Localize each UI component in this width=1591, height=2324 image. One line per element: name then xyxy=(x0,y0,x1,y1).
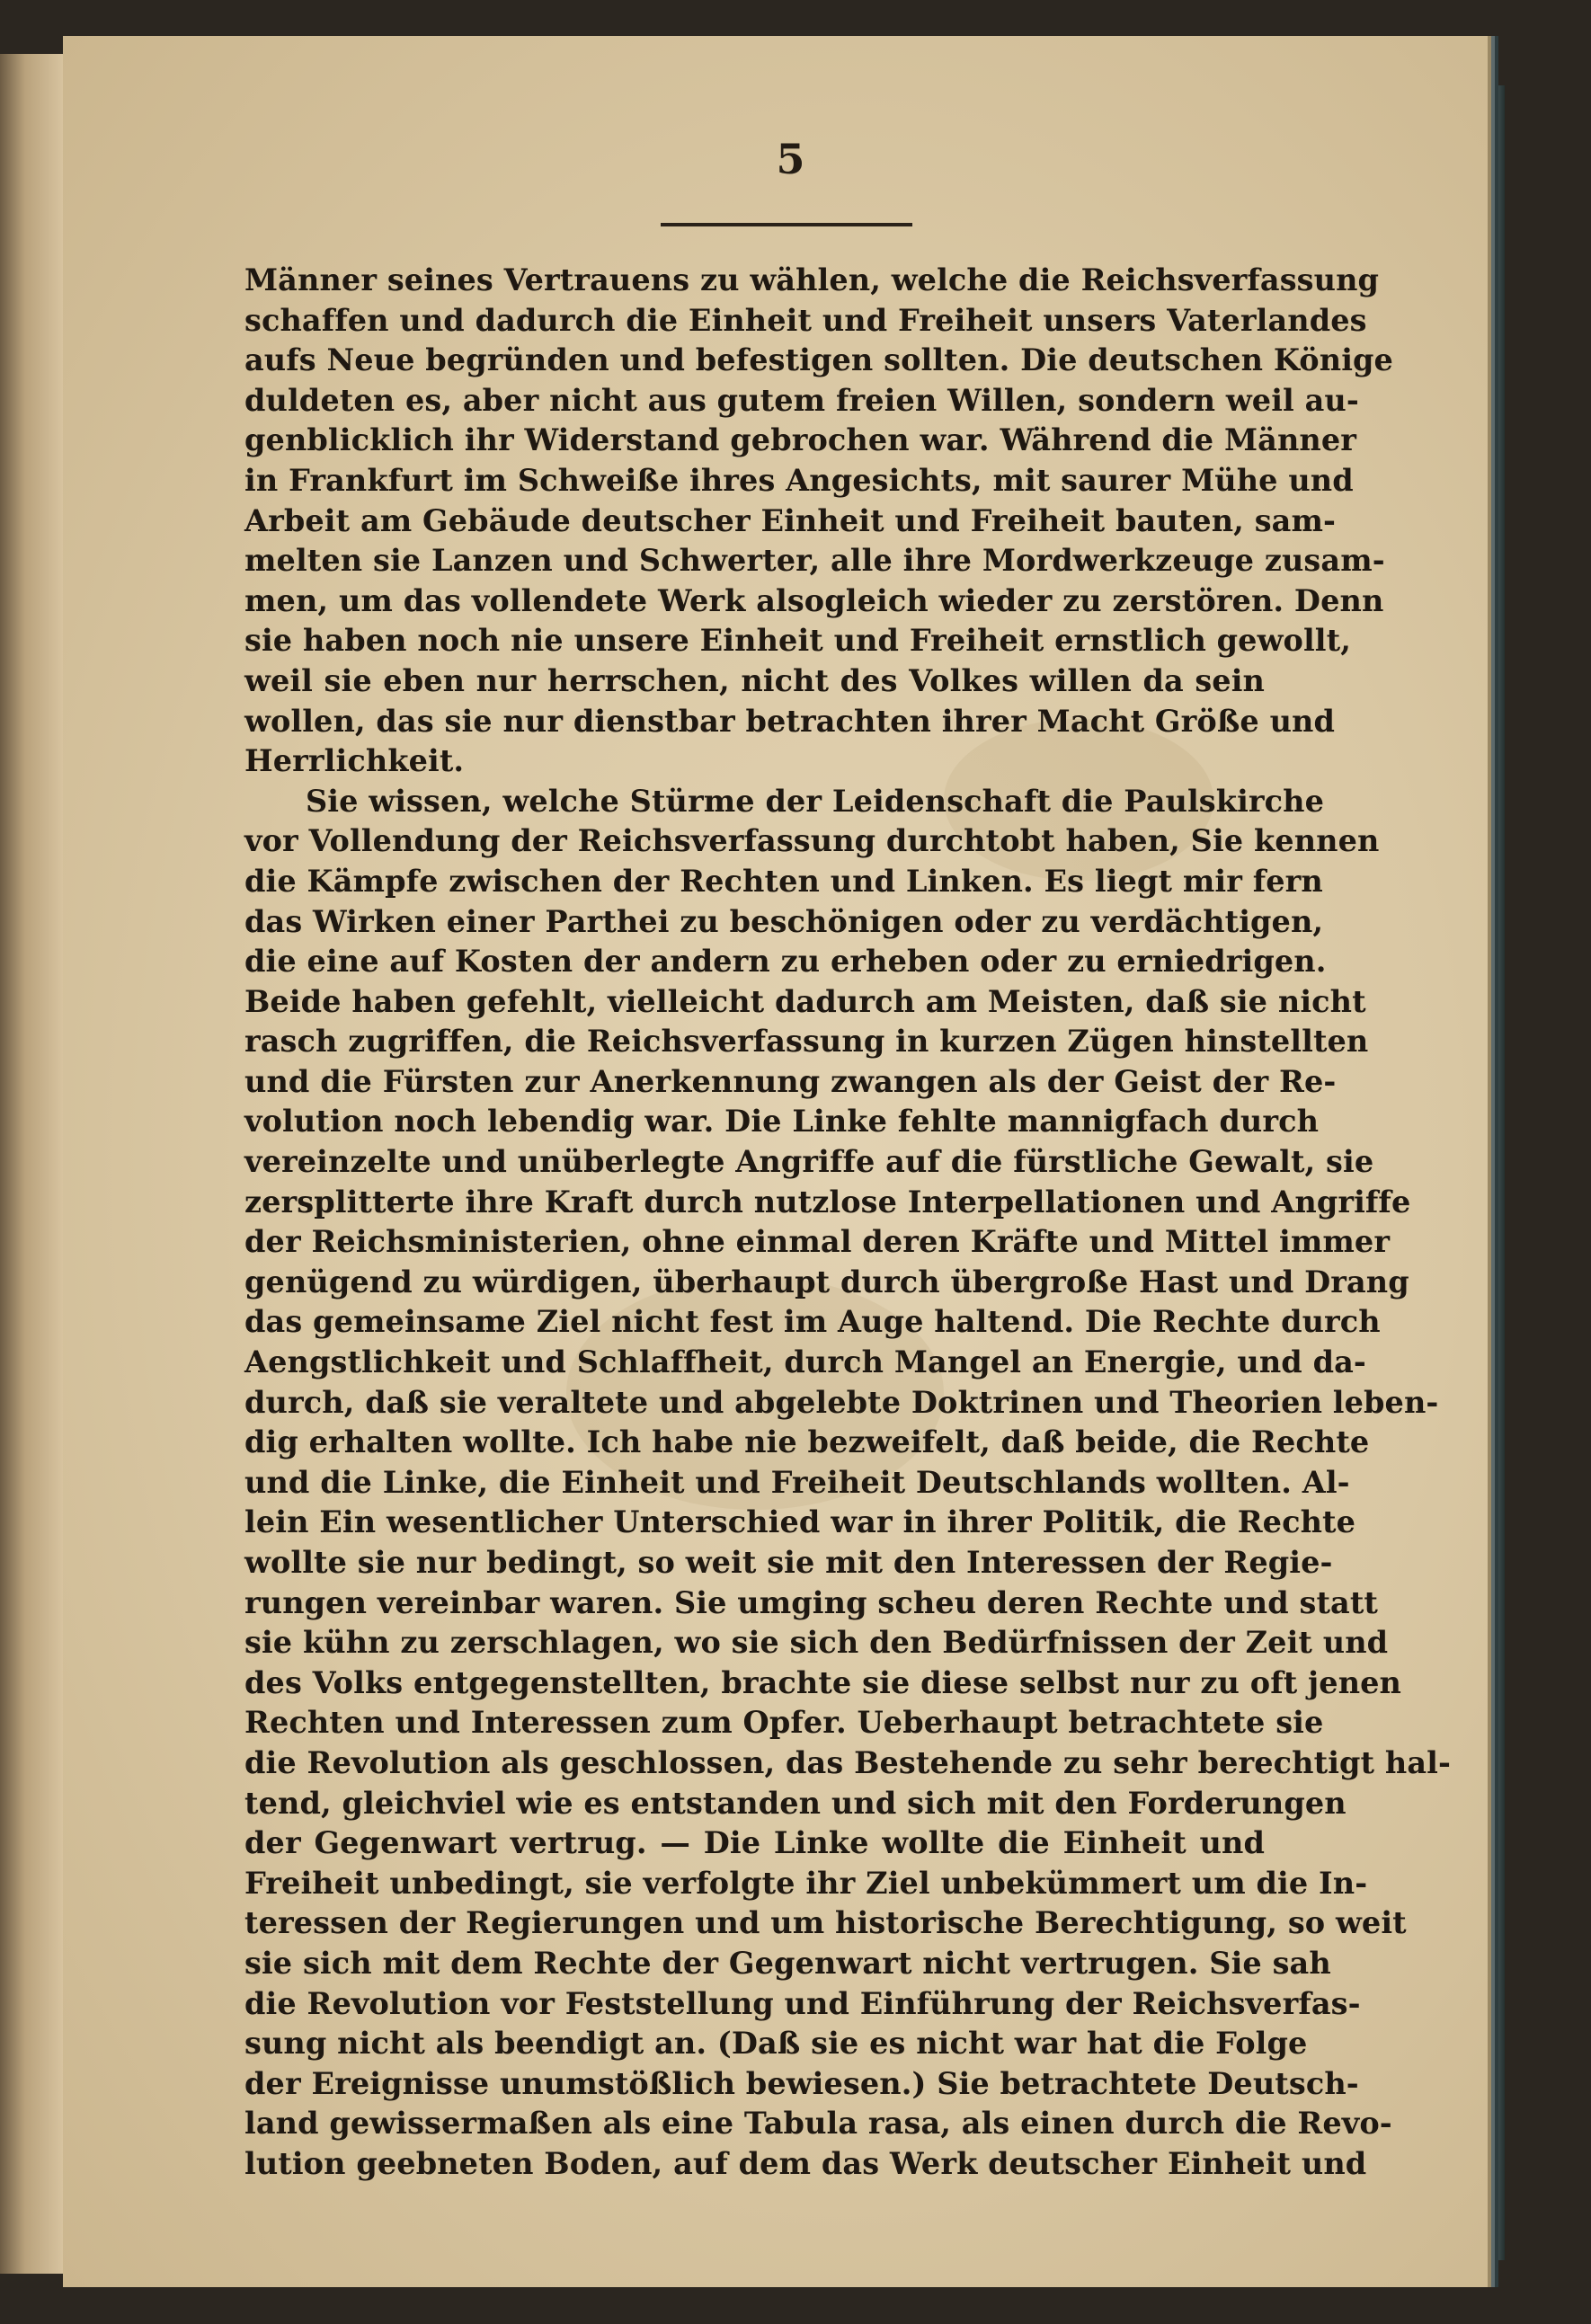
text-line: vereinzelte und unüberlegte Angriffe auf die fürstliche Gewalt, sie xyxy=(244,1144,1374,1180)
text-line: Herrlichkeit. xyxy=(244,743,465,779)
text-line: Männer seines Vertrauens zu wählen, welche die Reichsverfassung xyxy=(244,262,1380,297)
text-line: volution noch lebendig war. Die Linke fehlte mannigfach durch xyxy=(244,1104,1320,1140)
text-line: vor Vollendung der Reichsverfassung durchtobt haben, Sie kennen xyxy=(244,823,1380,859)
text-line: Arbeit am Gebäude deutscher Einheit und Freiheit bauten, sam- xyxy=(244,502,1337,538)
text-line: Aengstlichkeit und Schlaffheit, durch Mangel an Energie, und da- xyxy=(244,1344,1366,1380)
text-line: wollen, das sie nur dienstbar betrachten ihrer Macht Größe und xyxy=(244,703,1336,739)
text-line: sie haben noch nie unsere Einheit und Freiheit ernstlich gewollt, xyxy=(244,623,1351,659)
facing-page-edge xyxy=(0,54,66,2274)
text-line: lution geebneten Boden, auf dem das Werk deutscher Einheit und xyxy=(244,2145,1367,2181)
text-line: weil sie eben nur herrschen, nicht des Volkes willen da sein xyxy=(244,662,1265,698)
text-line: des Volks entgegenstellten, brachte sie diese selbst nur zu oft jenen xyxy=(244,1664,1402,1700)
text-line: Sie wissen, welche Stürme der Leidenschaft die Paulskirche xyxy=(306,783,1325,819)
text-line: teressen der Regierungen und um historische Berechtigung, so weit xyxy=(244,1905,1407,1941)
text-line: der Gegenwart vertrug. — Die Linke wollte die Einheit und xyxy=(244,1825,1265,1861)
text-line: die eine auf Kosten der andern zu erheben oder zu erniedrigen. xyxy=(244,944,1327,980)
text-line: rasch zugriffen, die Reichsverfassung in kurzen Zügen hinstellten xyxy=(244,1024,1369,1060)
text-line: zersplitterte ihre Kraft durch nutzlose Interpellationen und Angriffe xyxy=(244,1184,1411,1220)
text-line: der Reichsministerien, ohne einmal deren Kräfte und Mittel immer xyxy=(244,1224,1391,1260)
text-line: wollte sie nur bedingt, so weit sie mit den Interessen der Regie- xyxy=(244,1545,1333,1580)
text-line: die Kämpfe zwischen der Rechten und Linken. Es liegt mir fern xyxy=(244,863,1323,899)
text-line: sung nicht als beendigt an. (Daß sie es nicht war hat die Folge xyxy=(244,2026,1308,2062)
text-line: land gewissermaßen als eine Tabula rasa, als einen durch die Revo- xyxy=(244,2106,1392,2142)
text-line: die Revolution als geschlossen, das Bestehende zu sehr berechtigt hal- xyxy=(244,1744,1451,1780)
text-line: das Wirken einer Parthei zu beschönigen oder zu verdächtigen, xyxy=(244,903,1324,939)
text-line: sie sich mit dem Rechte der Gegenwart nicht vertrugen. Sie sah xyxy=(244,1945,1331,1981)
text-line: lein Ein wesentlicher Unterschied war in ihrer Politik, die Rechte xyxy=(244,1504,1356,1540)
text-line: genblicklich ihr Widerstand gebrochen war. Während die Männer xyxy=(244,422,1357,458)
text-line: sie kühn zu zerschlagen, wo sie sich den Bedürfnissen der Zeit und xyxy=(244,1625,1389,1661)
text-line: genügend zu würdigen, überhaupt durch übergroße Hast und Drang xyxy=(244,1264,1409,1299)
text-line: und die Linke, die Einheit und Freiheit Deutschlands wollten. Al- xyxy=(244,1464,1350,1500)
text-line: Beide haben gefehlt, vielleicht dadurch am Meisten, daß sie nicht xyxy=(244,983,1366,1019)
page-number-rule xyxy=(661,223,912,226)
text-line: melten sie Lanzen und Schwerter, alle ihre Mordwerkzeuge zusam- xyxy=(244,543,1385,579)
text-line: duldeten es, aber nicht aus gutem freien Willen, sondern weil au- xyxy=(244,382,1359,418)
text-line: die Revolution vor Feststellung und Einführung der Reichsverfas- xyxy=(244,1985,1361,2021)
body-text xyxy=(244,261,1451,2185)
text-line: tend, gleichviel wie es entstanden und sich mit den Forderungen xyxy=(244,1785,1347,1821)
text-line: aufs Neue begründen und befestigen sollten. Die deutschen Könige xyxy=(244,342,1393,378)
text-line: Rechten und Interessen zum Opfer. Ueberhaupt betrachtete sie xyxy=(244,1705,1324,1741)
text-line: durch, daß sie veraltete und abgelebte Doktrinen und Theorien leben- xyxy=(244,1384,1439,1420)
book-cover-edge xyxy=(1485,85,1505,2260)
text-line: men, um das vollendete Werk alsogleich wieder zu zerstören. Denn xyxy=(244,582,1384,618)
text-line: der Ereignisse unumstößlich bewiesen.) Sie betrachtete Deutsch- xyxy=(244,2065,1359,2101)
page-number: 5 xyxy=(776,135,806,183)
text-line: schaffen und dadurch die Einheit und Freiheit unsers Vaterlandes xyxy=(244,302,1367,338)
text-line: Freiheit unbedingt, sie verfolgte ihr Ziel unbekümmert um die In- xyxy=(244,1865,1368,1901)
text-line: das gemeinsame Ziel nicht fest im Auge haltend. Die Rechte durch xyxy=(244,1304,1381,1340)
text-line: dig erhalten wollte. Ich habe nie bezweifelt, daß beide, die Rechte xyxy=(244,1424,1370,1460)
text-line: in Frankfurt im Schweiße ihres Angesichts, mit saurer Mühe und xyxy=(244,462,1354,498)
text-line: und die Fürsten zur Anerkennung zwangen als der Geist der Re- xyxy=(244,1063,1337,1099)
text-line: rungen vereinbar waren. Sie umging scheu deren Rechte und statt xyxy=(244,1584,1378,1620)
